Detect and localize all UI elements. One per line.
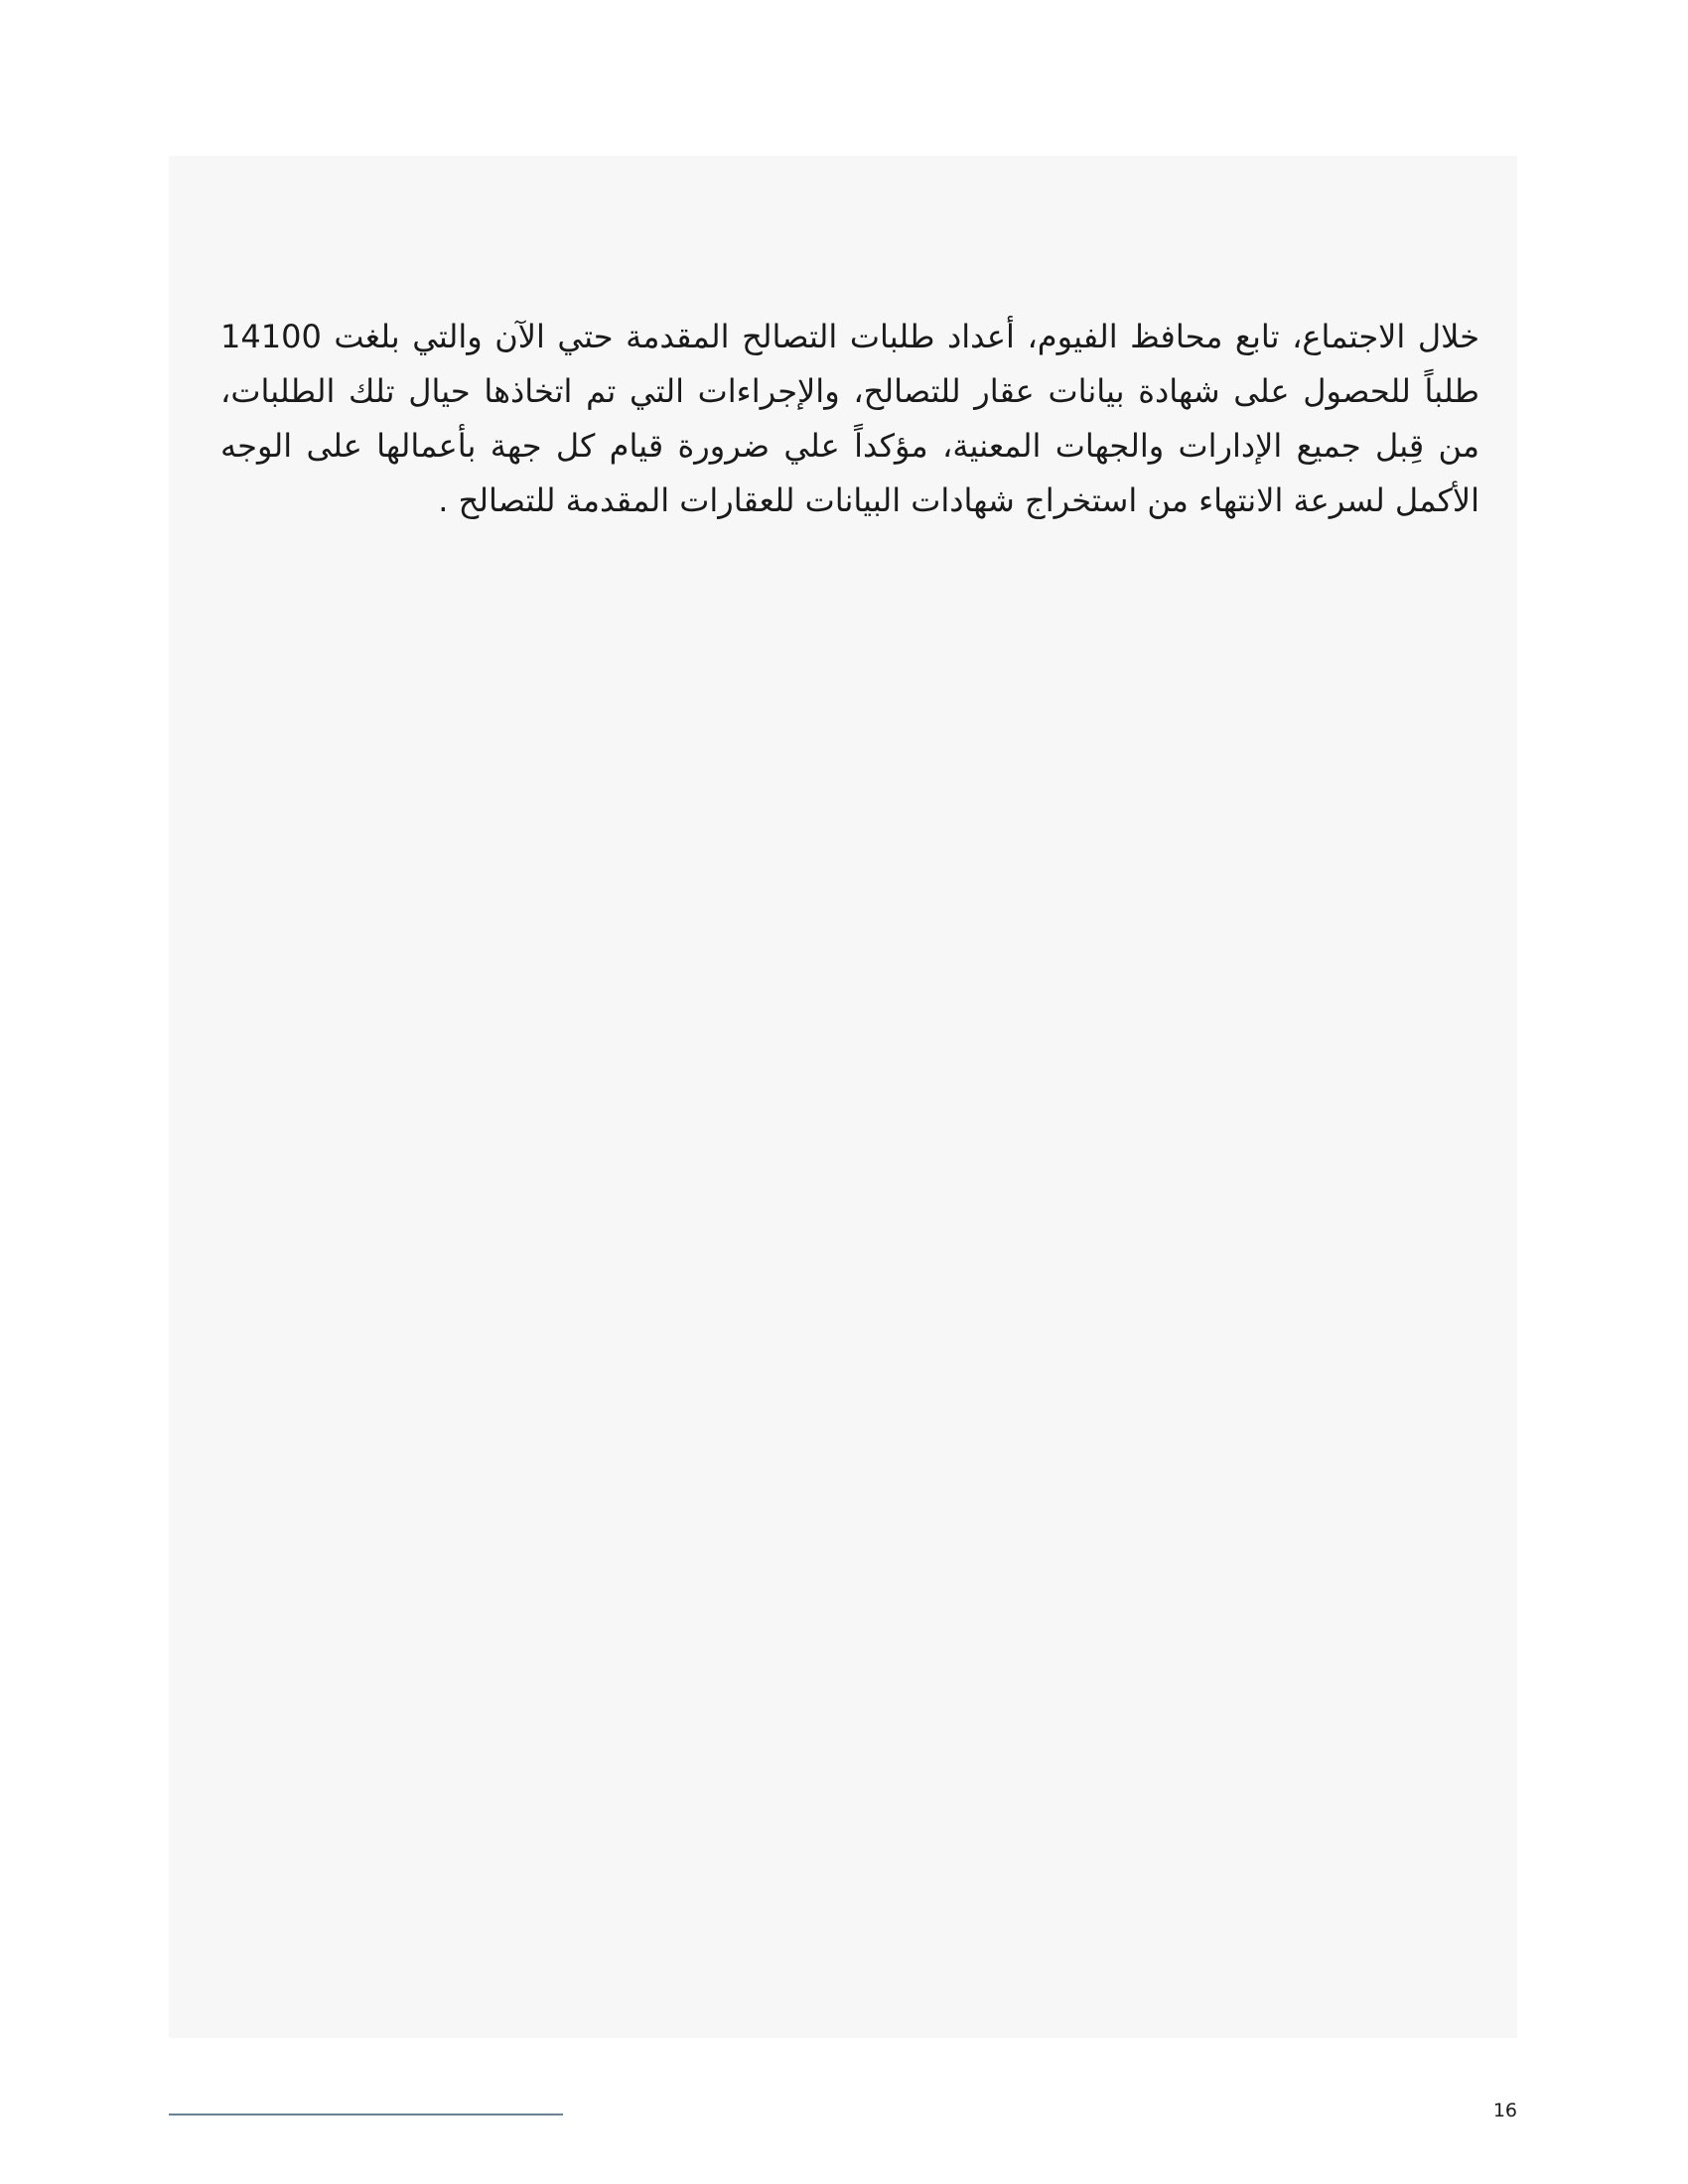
- footer-rule: [169, 2114, 563, 2116]
- page-number: 16: [1492, 2100, 1517, 2121]
- body-paragraph: خلال الاجتماع، تابع محافظ الفيوم، أعداد طلبات التصالح المقدمة حتي الآن والتي بلغت 14100 طلباً للحصول على شهادة بيانات عقار للتصالح، والإجراءات التي تم اتخاذها حيال تلك الطلبات، من قِبل جميع الإدارات والجهات المعنية، مؤكداً علي ضرورة قيام كل جهة بأعمالها على الوجه الأكمل لسرعة الانتهاء من استخراج شهادات البيانات للعقارات المقدمة للتصالح .: [220, 318, 1479, 519]
